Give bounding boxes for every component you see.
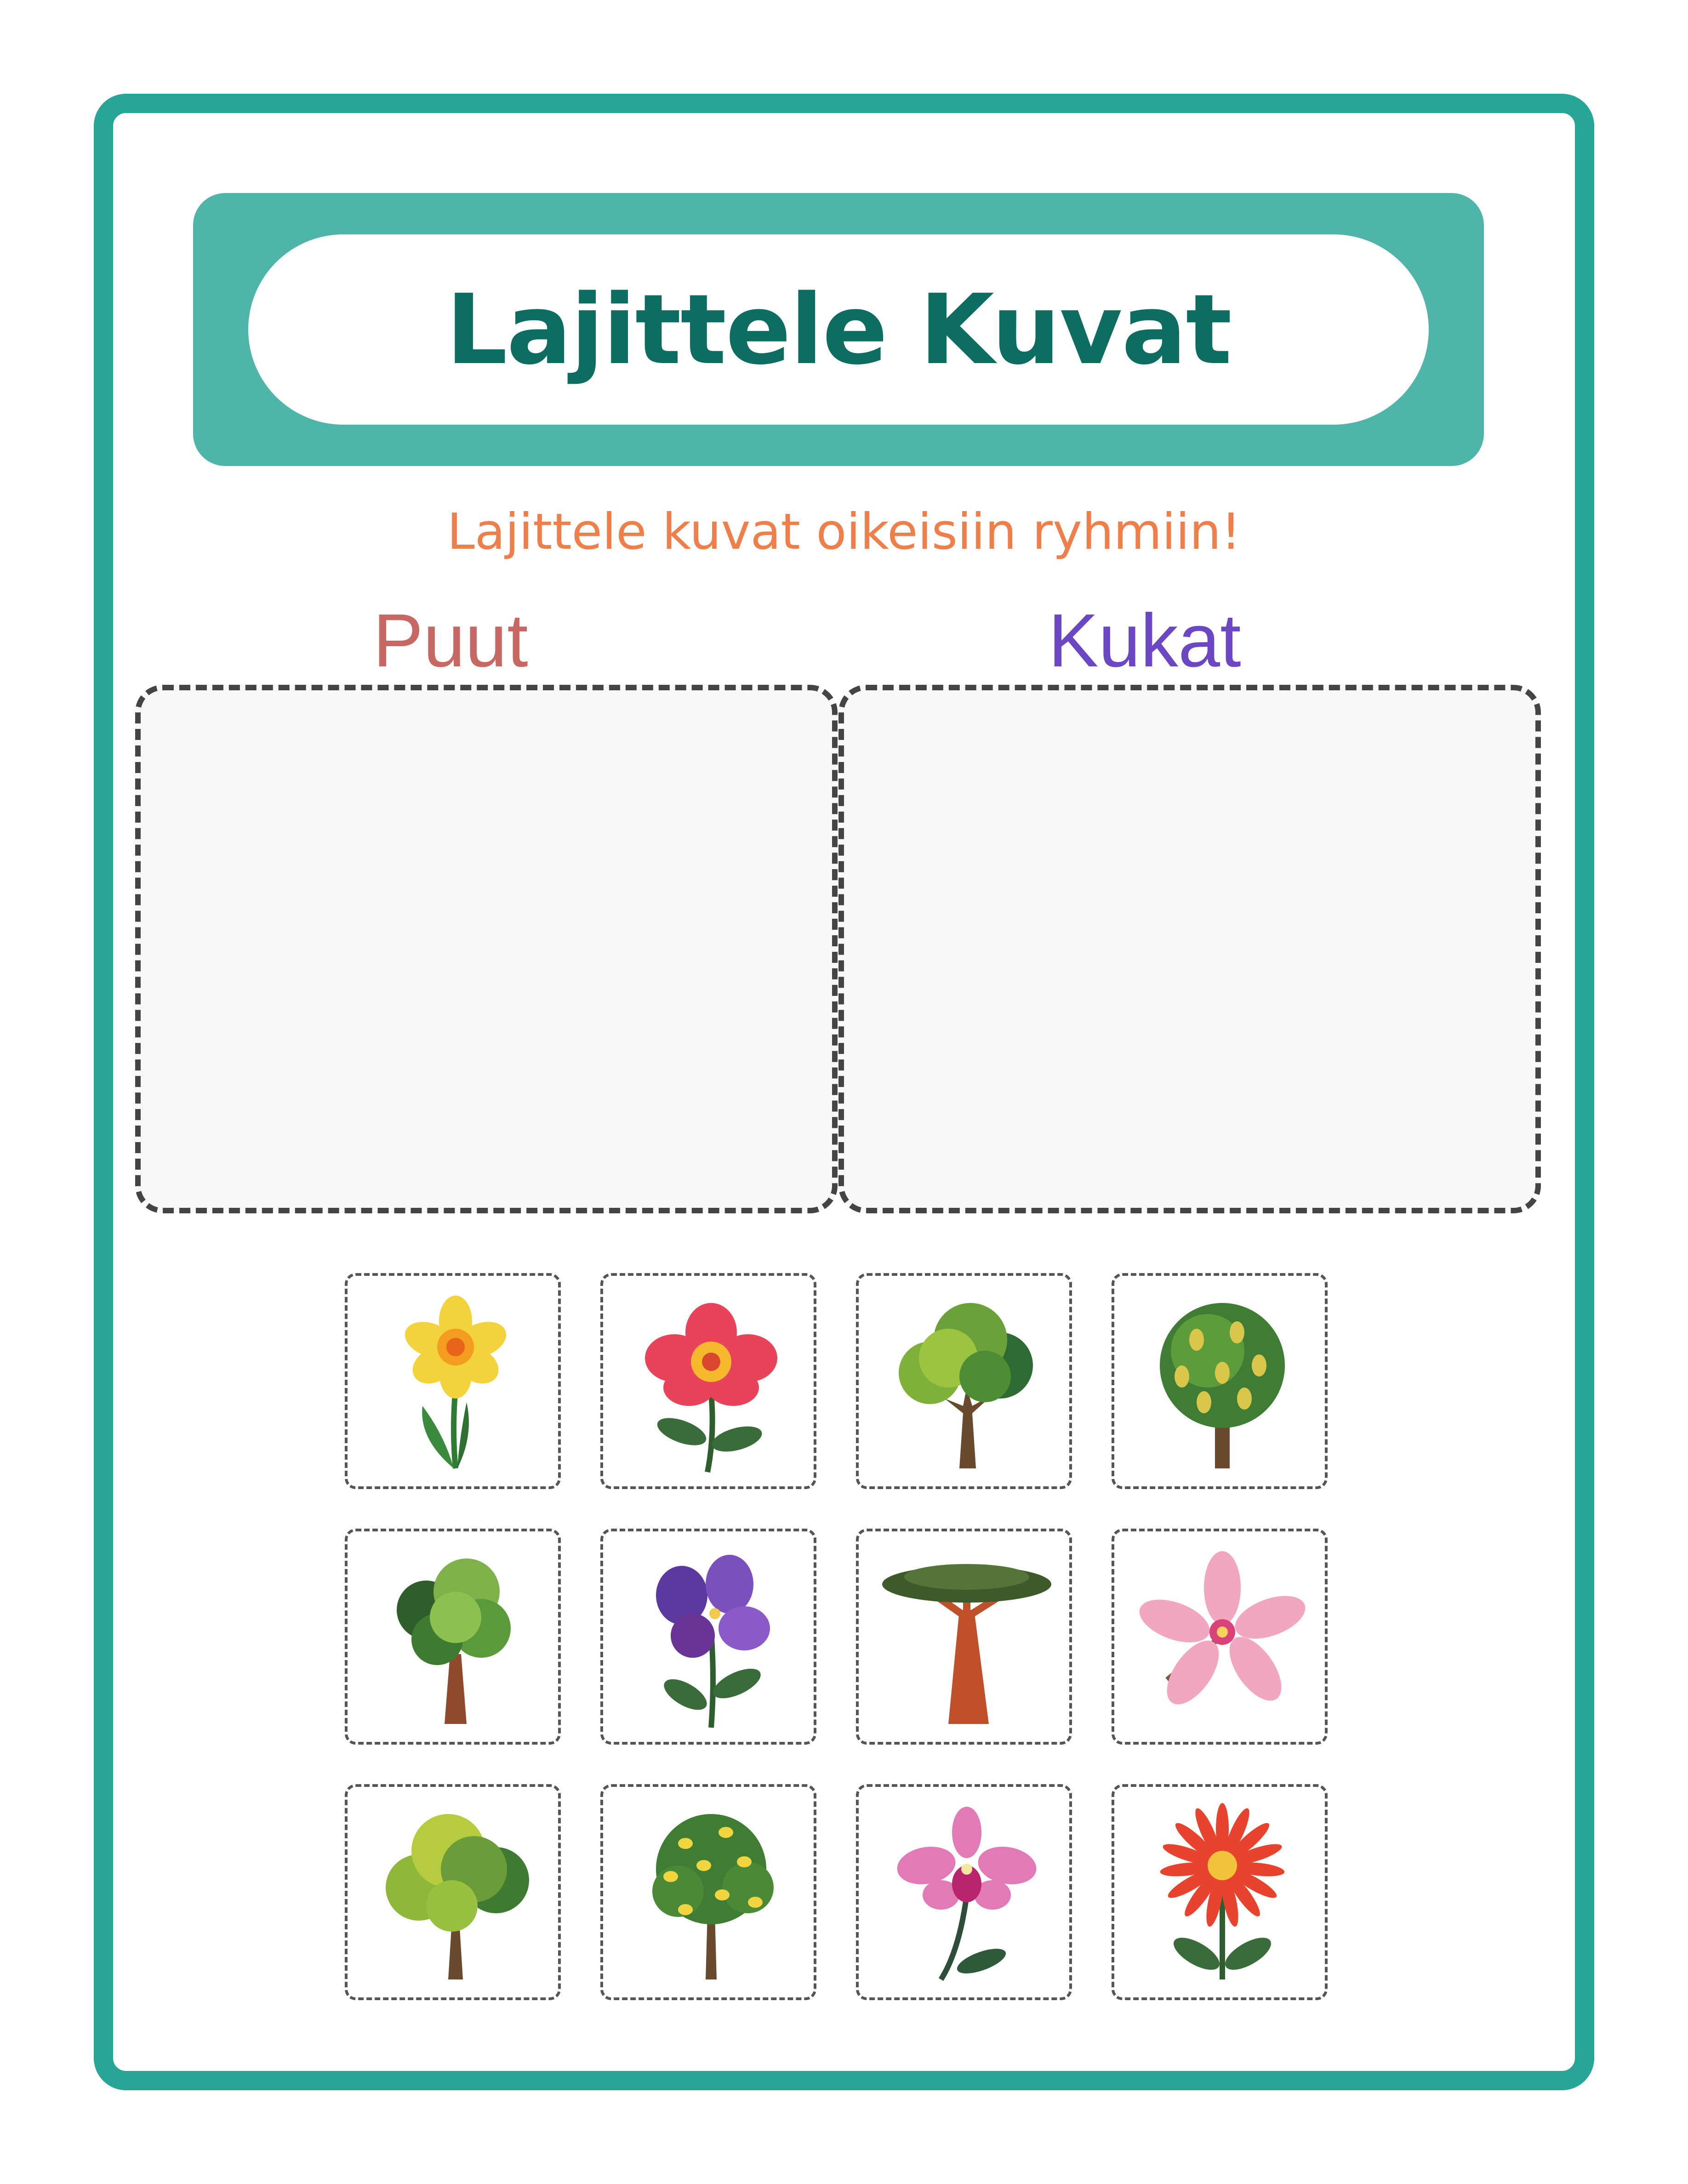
pink-blossom-icon (1130, 1547, 1314, 1731)
orchid-icon (875, 1803, 1059, 1987)
picture-card-bush-tree[interactable] (345, 1784, 561, 2000)
drop-zone-flowers[interactable] (838, 685, 1541, 1213)
picture-card-orchid[interactable] (856, 1784, 1072, 2000)
daffodil-icon (364, 1292, 547, 1476)
picture-card-green-tree[interactable] (856, 1273, 1072, 1489)
category-label-flowers: Kukat (1048, 598, 1241, 682)
purple-flower-icon (619, 1547, 803, 1731)
red-flower-icon (619, 1292, 803, 1476)
page-title: Lajittele Kuvat (446, 273, 1231, 386)
bush-tree-icon (364, 1803, 547, 1987)
picture-card-daffodil[interactable] (345, 1273, 561, 1489)
category-label-trees: Puut (373, 598, 528, 682)
lemon-tree-icon (619, 1803, 803, 1987)
picture-card-oak-tree[interactable] (345, 1529, 561, 1745)
picture-card-red-flower[interactable] (600, 1273, 816, 1489)
picture-card-pink-blossom[interactable] (1112, 1529, 1328, 1745)
title-pill (248, 234, 1429, 425)
picture-card-purple-flower[interactable] (600, 1529, 816, 1745)
picture-card-gerbera[interactable] (1112, 1784, 1328, 2000)
green-tree-icon (875, 1292, 1059, 1476)
picture-card-pear-tree[interactable] (1112, 1273, 1328, 1489)
pear-tree-icon (1130, 1292, 1314, 1476)
gerbera-icon (1130, 1803, 1314, 1987)
acacia-tree-icon (875, 1547, 1059, 1731)
drop-zone-trees[interactable] (135, 685, 838, 1213)
picture-card-lemon-tree[interactable] (600, 1784, 816, 2000)
oak-tree-icon (364, 1547, 547, 1731)
picture-card-acacia-tree[interactable] (856, 1529, 1072, 1745)
instruction-text: Lajittele kuvat oikeisiin ryhmiin! (447, 503, 1241, 561)
